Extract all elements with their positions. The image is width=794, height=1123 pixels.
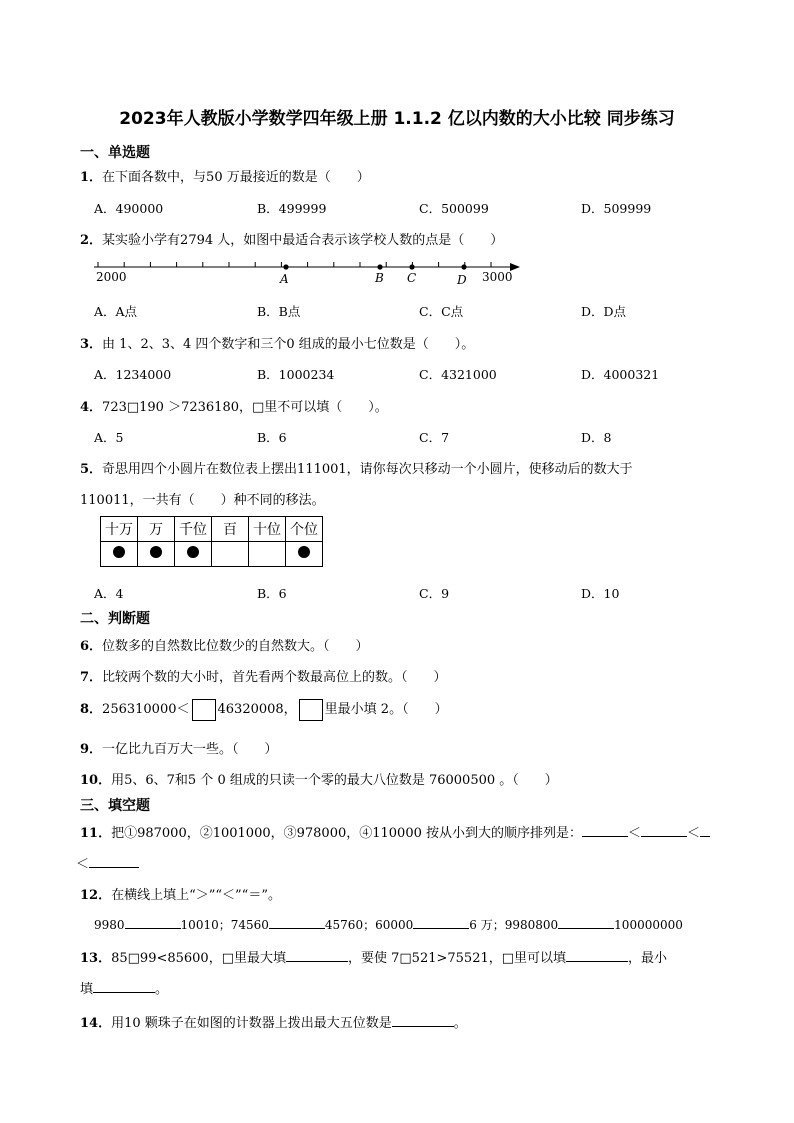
question-8 xyxy=(80,698,448,721)
answer-blank[interactable] xyxy=(582,824,628,837)
compare-item: 100000000 xyxy=(614,918,683,932)
question-4 xyxy=(80,396,388,415)
place-value-table xyxy=(100,516,323,567)
q1-option-a: A．490000 xyxy=(94,201,164,216)
question-11 xyxy=(80,822,710,841)
section-heading-true-false: 二、判断题 xyxy=(80,611,150,627)
q1-option-c: C．500099 xyxy=(419,201,489,216)
question-number: 1． xyxy=(80,170,103,185)
header-hundreds: 百 xyxy=(212,517,249,542)
tick-marks xyxy=(98,262,491,267)
question-10 xyxy=(80,769,558,788)
less-than-sign: ＜ xyxy=(628,826,642,841)
question-text-part-3: ，最小 xyxy=(628,951,668,966)
answer-blank[interactable] xyxy=(392,1014,454,1027)
answer-blank[interactable] xyxy=(269,916,325,929)
answer-blank[interactable] xyxy=(413,916,469,929)
counter-disc-icon xyxy=(150,546,162,558)
q4-option-d: D．8 xyxy=(581,430,612,445)
number-line-end-label: 3000 xyxy=(482,270,513,284)
compare-item: 6 万；9980800 xyxy=(469,918,559,932)
point-c-dot xyxy=(409,264,414,269)
counter-disc-icon xyxy=(113,546,125,558)
answer-box[interactable] xyxy=(299,699,323,721)
counter-disc-icon xyxy=(187,546,199,558)
q5-option-a: A．4 xyxy=(94,586,124,601)
answer-blank[interactable] xyxy=(700,824,710,837)
place-value-cell xyxy=(138,542,175,567)
question-number: 14． xyxy=(80,1016,112,1031)
question-number: 13． xyxy=(80,951,112,966)
question-text-line-1: 奇思用四个小圆片在数位表上摆出111001，请你每次只移动一个小圆片，使移动后的数大于 xyxy=(102,462,633,477)
q2-option-c: C．C点 xyxy=(419,304,464,319)
point-c-label: C xyxy=(407,271,417,285)
question-text-part-2: ，要使 7□521>75521，□里可以填 xyxy=(348,951,567,966)
answer-blank[interactable] xyxy=(93,980,155,993)
number-line-start-label: 2000 xyxy=(96,270,127,284)
place-value-cell xyxy=(101,542,138,567)
header-hundred-thousands: 十万 xyxy=(101,517,138,542)
question-text: 把①987000，②1001000，③978000，④110000 按从小到大的顺序排列是： xyxy=(111,826,583,841)
question-text: 比较两个数的大小时，首先看两个数最高位上的数。（ ） xyxy=(102,670,447,685)
q1-option-d: D．509999 xyxy=(581,201,652,216)
question-text-part-2: 46320008， xyxy=(217,702,297,717)
question-number: 5． xyxy=(80,462,103,477)
place-value-cell xyxy=(286,542,323,567)
question-5 xyxy=(80,458,633,477)
compare-item: 10010；74560 xyxy=(180,918,269,932)
q4-option-c: C．7 xyxy=(419,430,450,445)
number-line-figure xyxy=(90,254,525,290)
q5-option-b: B．6 xyxy=(257,586,287,601)
question-5-line-2: 110011，一共有（ ）种不同的移法。 xyxy=(80,493,325,508)
question-text-part-3: 里最小填 2。（ ） xyxy=(324,702,448,717)
question-text-part-4: 填 xyxy=(80,982,94,997)
q2-option-b: B．B点 xyxy=(257,304,301,319)
question-11-line-2 xyxy=(76,853,139,872)
question-number: 7． xyxy=(80,670,103,685)
place-value-header-row xyxy=(101,517,323,542)
section-heading-single-choice: 一、单选题 xyxy=(80,145,150,161)
q4-option-b: B．6 xyxy=(257,430,287,445)
q5-option-c: C．9 xyxy=(419,586,450,601)
question-number: 6． xyxy=(80,639,103,654)
less-than-sign: ＜ xyxy=(687,826,701,841)
question-text: 在下面各数中，与50 万最接近的数是（ ） xyxy=(102,170,370,185)
header-tens: 十位 xyxy=(249,517,286,542)
question-3 xyxy=(80,333,474,352)
question-text: 用5、6、7和5 个 0 组成的只读一个零的最大八位数是 76000500 。（ ） xyxy=(111,773,558,788)
header-ten-thousands: 万 xyxy=(138,517,175,542)
point-a-label: A xyxy=(280,272,289,286)
question-7 xyxy=(80,666,447,685)
question-13-line-2 xyxy=(80,978,168,997)
question-6 xyxy=(80,635,369,654)
place-value-cell xyxy=(175,542,212,567)
place-value-counter-row xyxy=(101,542,323,567)
q4-option-a: A．5 xyxy=(94,430,124,445)
question-number: 11． xyxy=(80,826,112,841)
page-title: 2023年人教版小学数学四年级上册 1.1.2 亿以内数的大小比较 同步练习 xyxy=(119,109,675,129)
header-thousands: 千位 xyxy=(175,517,212,542)
question-12 xyxy=(80,884,281,903)
question-number: 3． xyxy=(80,337,103,352)
question-14 xyxy=(80,1012,467,1031)
q3-option-c: C．4321000 xyxy=(419,367,497,382)
q5-option-d: D．10 xyxy=(581,586,620,601)
point-d-label: D xyxy=(457,273,467,287)
point-b-dot xyxy=(377,264,382,269)
q3-option-d: D．4000321 xyxy=(581,367,660,382)
question-text: 位数多的自然数比位数少的自然数大。（ ） xyxy=(102,639,369,654)
compare-item: 45760；60000 xyxy=(324,918,414,932)
question-number: 12． xyxy=(80,888,112,903)
question-number: 4． xyxy=(80,400,103,415)
answer-blank[interactable] xyxy=(566,949,628,962)
question-text: 由 1、2、3、4 四个数字和三个0 组成的最小七位数是（ ）。 xyxy=(102,337,475,352)
point-d-dot xyxy=(461,264,466,269)
question-text: 用10 颗珠子在如图的计数器上拨出最大五位数是 xyxy=(111,1016,392,1031)
answer-blank[interactable] xyxy=(558,916,614,929)
q1-option-b: B．499999 xyxy=(257,201,327,216)
question-number: 8． xyxy=(80,702,103,717)
question-text: 一亿比九百万大一些。（ ） xyxy=(102,742,278,757)
question-number: 10． xyxy=(80,773,112,788)
question-text-end: 。 xyxy=(453,1016,467,1031)
question-number: 2． xyxy=(80,233,103,248)
counter-disc-icon xyxy=(298,546,310,558)
answer-blank[interactable] xyxy=(286,949,348,962)
question-text-part-1: 85□99<85600，□里最大填 xyxy=(111,951,286,966)
header-ones: 个位 xyxy=(286,517,323,542)
place-value-cell xyxy=(212,542,249,567)
question-text-part-1: 256310000＜ xyxy=(102,702,190,717)
question-text: 在横线上填上“＞”“＜”“＝”。 xyxy=(111,888,281,903)
answer-blank[interactable] xyxy=(89,855,139,868)
question-text-part-5: 。 xyxy=(155,982,169,997)
answer-box[interactable] xyxy=(192,699,216,721)
question-text: 某实验小学有2794 人，如图中最适合表示该学校人数的点是（ ） xyxy=(102,233,504,248)
question-number: 9． xyxy=(80,742,103,757)
question-9 xyxy=(80,738,278,757)
less-than-sign: ＜ xyxy=(76,857,90,872)
question-12-items xyxy=(94,916,683,933)
q3-option-b: B．1000234 xyxy=(257,367,335,382)
answer-blank[interactable] xyxy=(641,824,687,837)
point-b-label: B xyxy=(375,271,384,285)
place-value-cell xyxy=(249,542,286,567)
answer-blank[interactable] xyxy=(125,916,181,929)
question-text: 723□190 ＞7236180，□里不可以填（ ）。 xyxy=(102,400,388,415)
q3-option-a: A．1234000 xyxy=(94,367,172,382)
compare-item: 9980 xyxy=(94,918,125,932)
point-a-dot xyxy=(283,264,288,269)
question-1 xyxy=(80,166,370,185)
section-heading-fill-blank: 三、填空题 xyxy=(80,798,150,814)
q2-option-d: D．D点 xyxy=(581,304,627,319)
question-13 xyxy=(80,947,667,966)
q2-option-a: A．A点 xyxy=(94,304,138,319)
question-2 xyxy=(80,229,503,248)
